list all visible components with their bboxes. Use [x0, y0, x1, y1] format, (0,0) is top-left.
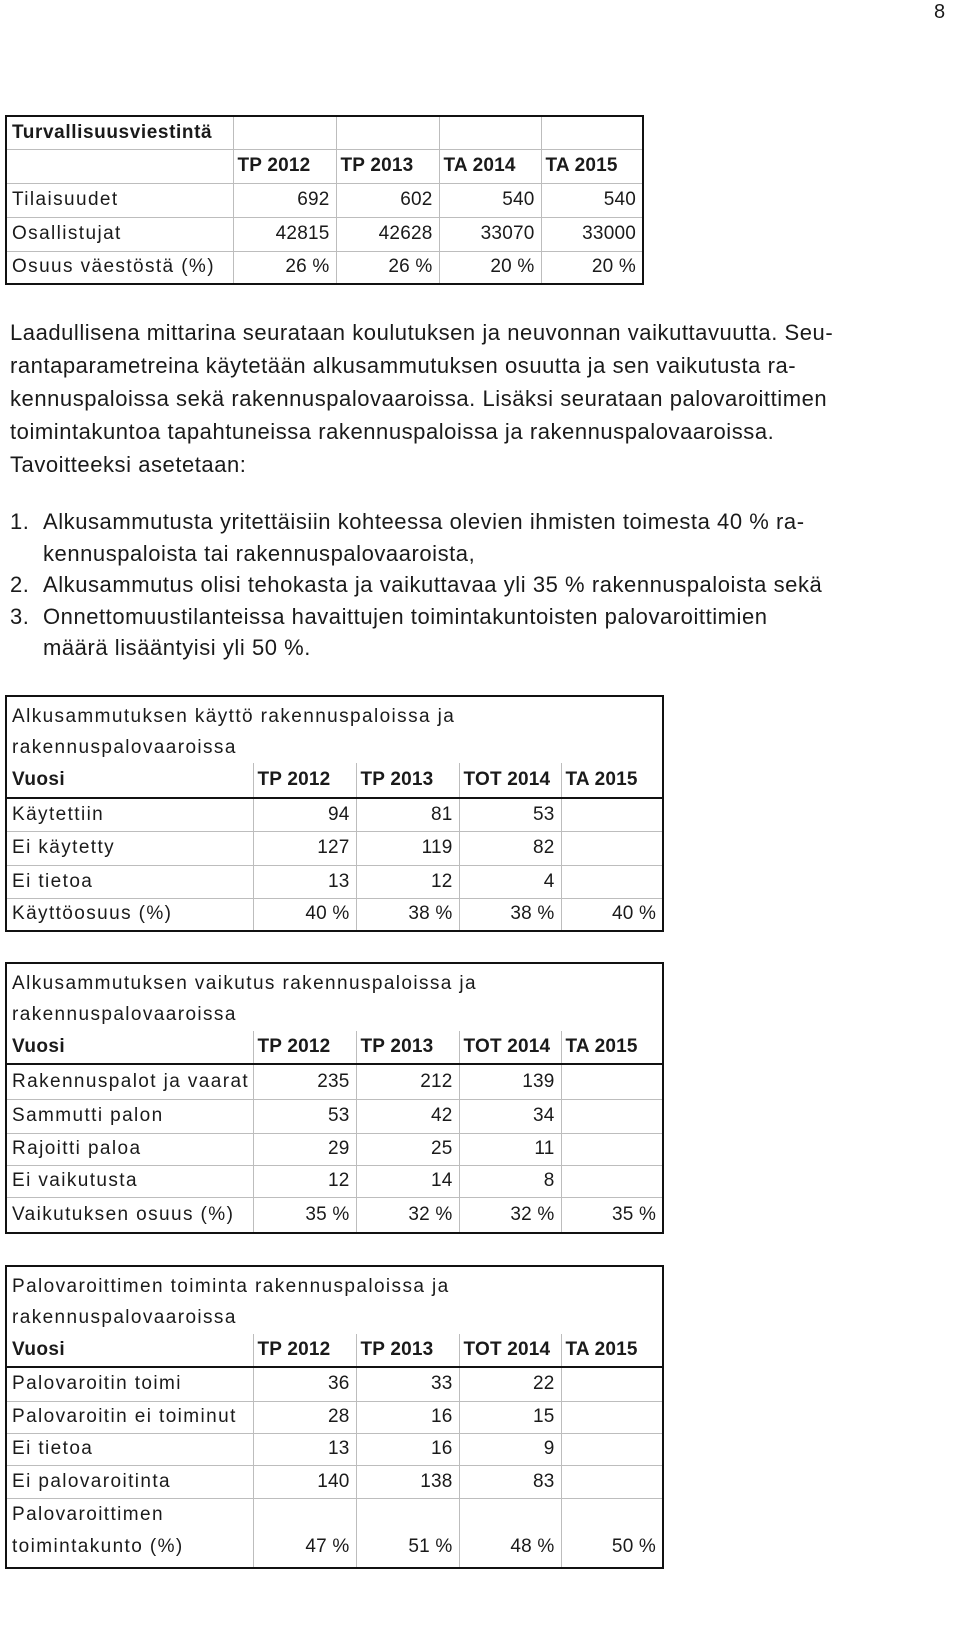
- cell-value: 26 %: [233, 251, 336, 284]
- cell-value: 42: [356, 1099, 459, 1133]
- column-header: TP 2013: [356, 763, 459, 798]
- row-label: Rajoitti paloa: [6, 1133, 253, 1165]
- row-label-line: Palovaroittimen: [12, 1503, 164, 1525]
- column-header: TP 2013: [356, 1031, 459, 1064]
- paragraph-line: kennuspaloissa sekä rakennuspalovaaroissa. Lisäksi seurataan palovaroittimen: [10, 386, 828, 411]
- cell-value: 28: [253, 1401, 356, 1433]
- column-header: TA 2015: [561, 1031, 663, 1064]
- table-title-line: rakennuspalovaaroissa: [12, 737, 237, 758]
- cell-value: 83: [459, 1465, 561, 1498]
- cell-value: 94: [253, 798, 356, 831]
- cell-value: 602: [336, 183, 439, 217]
- cell-value: 15: [459, 1401, 561, 1433]
- cell-value: 20 %: [439, 251, 541, 284]
- row-label: Palovaroitin ei toiminut: [6, 1401, 253, 1433]
- cell-value: 47 %: [253, 1498, 356, 1568]
- empty-cell: [561, 1099, 663, 1133]
- row-label: Ei käytetty: [6, 831, 253, 865]
- empty-cell: [561, 1367, 663, 1401]
- empty-cell: [541, 116, 643, 149]
- column-header-row: [6, 149, 643, 183]
- row-label: Ei palovaroitinta: [6, 1465, 253, 1498]
- cell-value: 40 %: [253, 898, 356, 931]
- cell-value: 12: [253, 1165, 356, 1197]
- column-header: TA 2015: [561, 1334, 663, 1367]
- table-title-line: rakennuspalovaaroissa: [12, 1004, 237, 1025]
- cell-value: 692: [233, 183, 336, 217]
- table-row: [6, 1367, 663, 1401]
- cell-value: 140: [253, 1465, 356, 1498]
- empty-cell: [336, 116, 439, 149]
- row-label: Ei tietoa: [6, 1433, 253, 1465]
- goal-item: [10, 601, 822, 664]
- column-header: TP 2012: [233, 149, 336, 183]
- cell-value: 36: [253, 1367, 356, 1401]
- row-label: Ei vaikutusta: [6, 1165, 253, 1197]
- cell-value: 34: [459, 1099, 561, 1133]
- row-label: Vaikutuksen osuus (%): [6, 1197, 253, 1233]
- row-label: [6, 1498, 253, 1568]
- column-header: TP 2012: [253, 763, 356, 798]
- empty-cell: [439, 116, 541, 149]
- empty-cell: [561, 1465, 663, 1498]
- empty-cell: [561, 865, 663, 898]
- cell-value: 127: [253, 831, 356, 865]
- table-row: [6, 798, 663, 831]
- row-label: Osuus väestöstä (%): [6, 251, 233, 284]
- table-row: [6, 865, 663, 898]
- extinguishing-use-table: [5, 695, 664, 932]
- cell-value: 212: [356, 1064, 459, 1099]
- cell-value: 42628: [336, 217, 439, 251]
- cell-value: 14: [356, 1165, 459, 1197]
- security-communication-table: [5, 115, 644, 285]
- goal-item: [10, 506, 822, 569]
- cell-value: 16: [356, 1401, 459, 1433]
- empty-cell: [561, 1433, 663, 1465]
- table-row: [6, 1165, 663, 1197]
- table-title-line: rakennuspalovaaroissa: [12, 1307, 237, 1328]
- paragraph-line: rantaparametreina käytetään alkusammutuksen osuutta ja sen vaikutusta ra-: [10, 353, 797, 378]
- column-header-row: [6, 763, 663, 798]
- cell-value: 53: [253, 1099, 356, 1133]
- goal-text-line: Onnettomuustilanteissa havaittujen toimintakuntoisten palovaroittimien: [43, 603, 768, 629]
- row-label: Käytettiin: [6, 798, 253, 831]
- row-label: Rakennuspalot ja vaarat: [6, 1064, 253, 1099]
- empty-cell: [561, 1064, 663, 1099]
- table-title-row: [6, 1266, 663, 1334]
- cell-value: 29: [253, 1133, 356, 1165]
- cell-value: 35 %: [253, 1197, 356, 1233]
- column-header: TA 2015: [541, 149, 643, 183]
- goal-text: [43, 506, 805, 569]
- cell-value: 33070: [439, 217, 541, 251]
- cell-value: 53: [459, 798, 561, 831]
- cell-value: 540: [439, 183, 541, 217]
- column-header-row: [6, 1334, 663, 1367]
- cell-value: 40 %: [561, 898, 663, 931]
- cell-value: 4: [459, 865, 561, 898]
- table-row: [6, 1401, 663, 1433]
- cell-value: 32 %: [356, 1197, 459, 1233]
- cell-value: 38 %: [356, 898, 459, 931]
- cell-value: 235: [253, 1064, 356, 1099]
- goal-number: 2.: [10, 572, 30, 597]
- row-label: Osallistujat: [6, 217, 233, 251]
- column-header: TOT 2014: [459, 1334, 561, 1367]
- row-label-line: toimintakunto (%): [12, 1535, 184, 1557]
- column-header: TP 2012: [253, 1334, 356, 1367]
- paragraph-line: Tavoitteeksi asetetaan:: [10, 452, 247, 477]
- column-header: TOT 2014: [459, 763, 561, 798]
- empty-cell: [233, 116, 336, 149]
- table-row: [6, 183, 643, 217]
- column-header: TP 2013: [336, 149, 439, 183]
- table-title: [6, 1266, 663, 1334]
- row-label: Sammutti palon: [6, 1099, 253, 1133]
- table-row: [6, 251, 643, 284]
- empty-cell: [561, 1401, 663, 1433]
- table-row: [6, 1099, 663, 1133]
- summary-row: [6, 1498, 663, 1568]
- table-title-row: [6, 116, 643, 149]
- empty-cell: [561, 831, 663, 865]
- cell-value: 119: [356, 831, 459, 865]
- year-header: Vuosi: [6, 763, 253, 798]
- goal-text: [43, 601, 768, 664]
- column-header: TP 2013: [356, 1334, 459, 1367]
- goals-list: [10, 506, 822, 664]
- row-label: Käyttöosuus (%): [6, 898, 253, 931]
- column-header: TP 2012: [253, 1031, 356, 1064]
- cell-value: 12: [356, 865, 459, 898]
- table-title: [6, 696, 663, 763]
- table-title-line: Alkusammutuksen vaikutus rakennuspaloissa ja: [12, 973, 478, 994]
- goal-text-line: kennuspaloista tai rakennuspalovaaroista,: [43, 540, 476, 566]
- goal-number: 3.: [10, 603, 30, 629]
- table-title: Turvallisuusviestintä: [6, 116, 233, 149]
- cell-value: 33: [356, 1367, 459, 1401]
- cell-value: 82: [459, 831, 561, 865]
- cell-value: 42815: [233, 217, 336, 251]
- table-row: [6, 1064, 663, 1099]
- table-row: [6, 1433, 663, 1465]
- goal-text-line: Alkusammutus olisi tehokasta ja vaikuttavaa yli 35 % rakennuspaloista sekä: [43, 572, 823, 597]
- table-title-row: [6, 963, 663, 1031]
- intro-paragraph: [10, 316, 833, 481]
- column-header-row: [6, 1031, 663, 1064]
- page-number: 8: [934, 1, 946, 23]
- table-row: [6, 217, 643, 251]
- goal-text-line: Alkusammutusta yritettäisiin kohteessa olevien ihmisten toimesta 40 % ra-: [43, 509, 805, 534]
- paragraph-line: Laadullisena mittarina seurataan koulutuksen ja neuvonnan vaikuttavuutta. Seu-: [10, 320, 834, 345]
- table-title-row: [6, 696, 663, 763]
- column-header: TOT 2014: [459, 1031, 561, 1064]
- cell-value: 26 %: [336, 251, 439, 284]
- cell-value: 9: [459, 1433, 561, 1465]
- smoke-alarm-function-table: [5, 1265, 664, 1569]
- table-title-line: Alkusammutuksen käyttö rakennuspaloissa ja: [12, 706, 456, 727]
- cell-value: 11: [459, 1133, 561, 1165]
- goal-item: [10, 569, 822, 601]
- table-row: [6, 1465, 663, 1498]
- column-header: TA 2014: [439, 149, 541, 183]
- cell-value: 22: [459, 1367, 561, 1401]
- extinguishing-effect-table: [5, 962, 664, 1234]
- cell-value: 48 %: [459, 1498, 561, 1568]
- paragraph-line: toimintakuntoa tapahtuneissa rakennuspaloissa ja rakennuspalovaaroissa.: [10, 419, 775, 444]
- row-label: Tilaisuudet: [6, 183, 233, 217]
- empty-cell: [561, 798, 663, 831]
- empty-cell: [6, 149, 233, 183]
- cell-value: 25: [356, 1133, 459, 1165]
- cell-value: 20 %: [541, 251, 643, 284]
- goal-number: 1.: [10, 509, 30, 534]
- row-label: Ei tietoa: [6, 865, 253, 898]
- cell-value: 35 %: [561, 1197, 663, 1233]
- cell-value: 50 %: [561, 1498, 663, 1568]
- table-row: [6, 1133, 663, 1165]
- year-header: Vuosi: [6, 1031, 253, 1064]
- cell-value: 13: [253, 865, 356, 898]
- summary-row: [6, 1197, 663, 1233]
- cell-value: 81: [356, 798, 459, 831]
- table-title: [6, 963, 663, 1031]
- goal-text-line: määrä lisääntyisi yli 50 %.: [43, 635, 311, 660]
- cell-value: 51 %: [356, 1498, 459, 1568]
- goal-text: [43, 569, 822, 601]
- cell-value: 13: [253, 1433, 356, 1465]
- cell-value: 33000: [541, 217, 643, 251]
- empty-cell: [561, 1133, 663, 1165]
- cell-value: 38 %: [459, 898, 561, 931]
- year-header: Vuosi: [6, 1334, 253, 1367]
- row-label: Palovaroitin toimi: [6, 1367, 253, 1401]
- cell-value: 8: [459, 1165, 561, 1197]
- cell-value: 540: [541, 183, 643, 217]
- table-title-line: Palovaroittimen toiminta rakennuspaloissa ja: [12, 1276, 450, 1297]
- cell-value: 32 %: [459, 1197, 561, 1233]
- empty-cell: [561, 1165, 663, 1197]
- cell-value: 138: [356, 1465, 459, 1498]
- column-header: TA 2015: [561, 763, 663, 798]
- summary-row: [6, 898, 663, 931]
- table-row: [6, 831, 663, 865]
- cell-value: 139: [459, 1064, 561, 1099]
- cell-value: 16: [356, 1433, 459, 1465]
